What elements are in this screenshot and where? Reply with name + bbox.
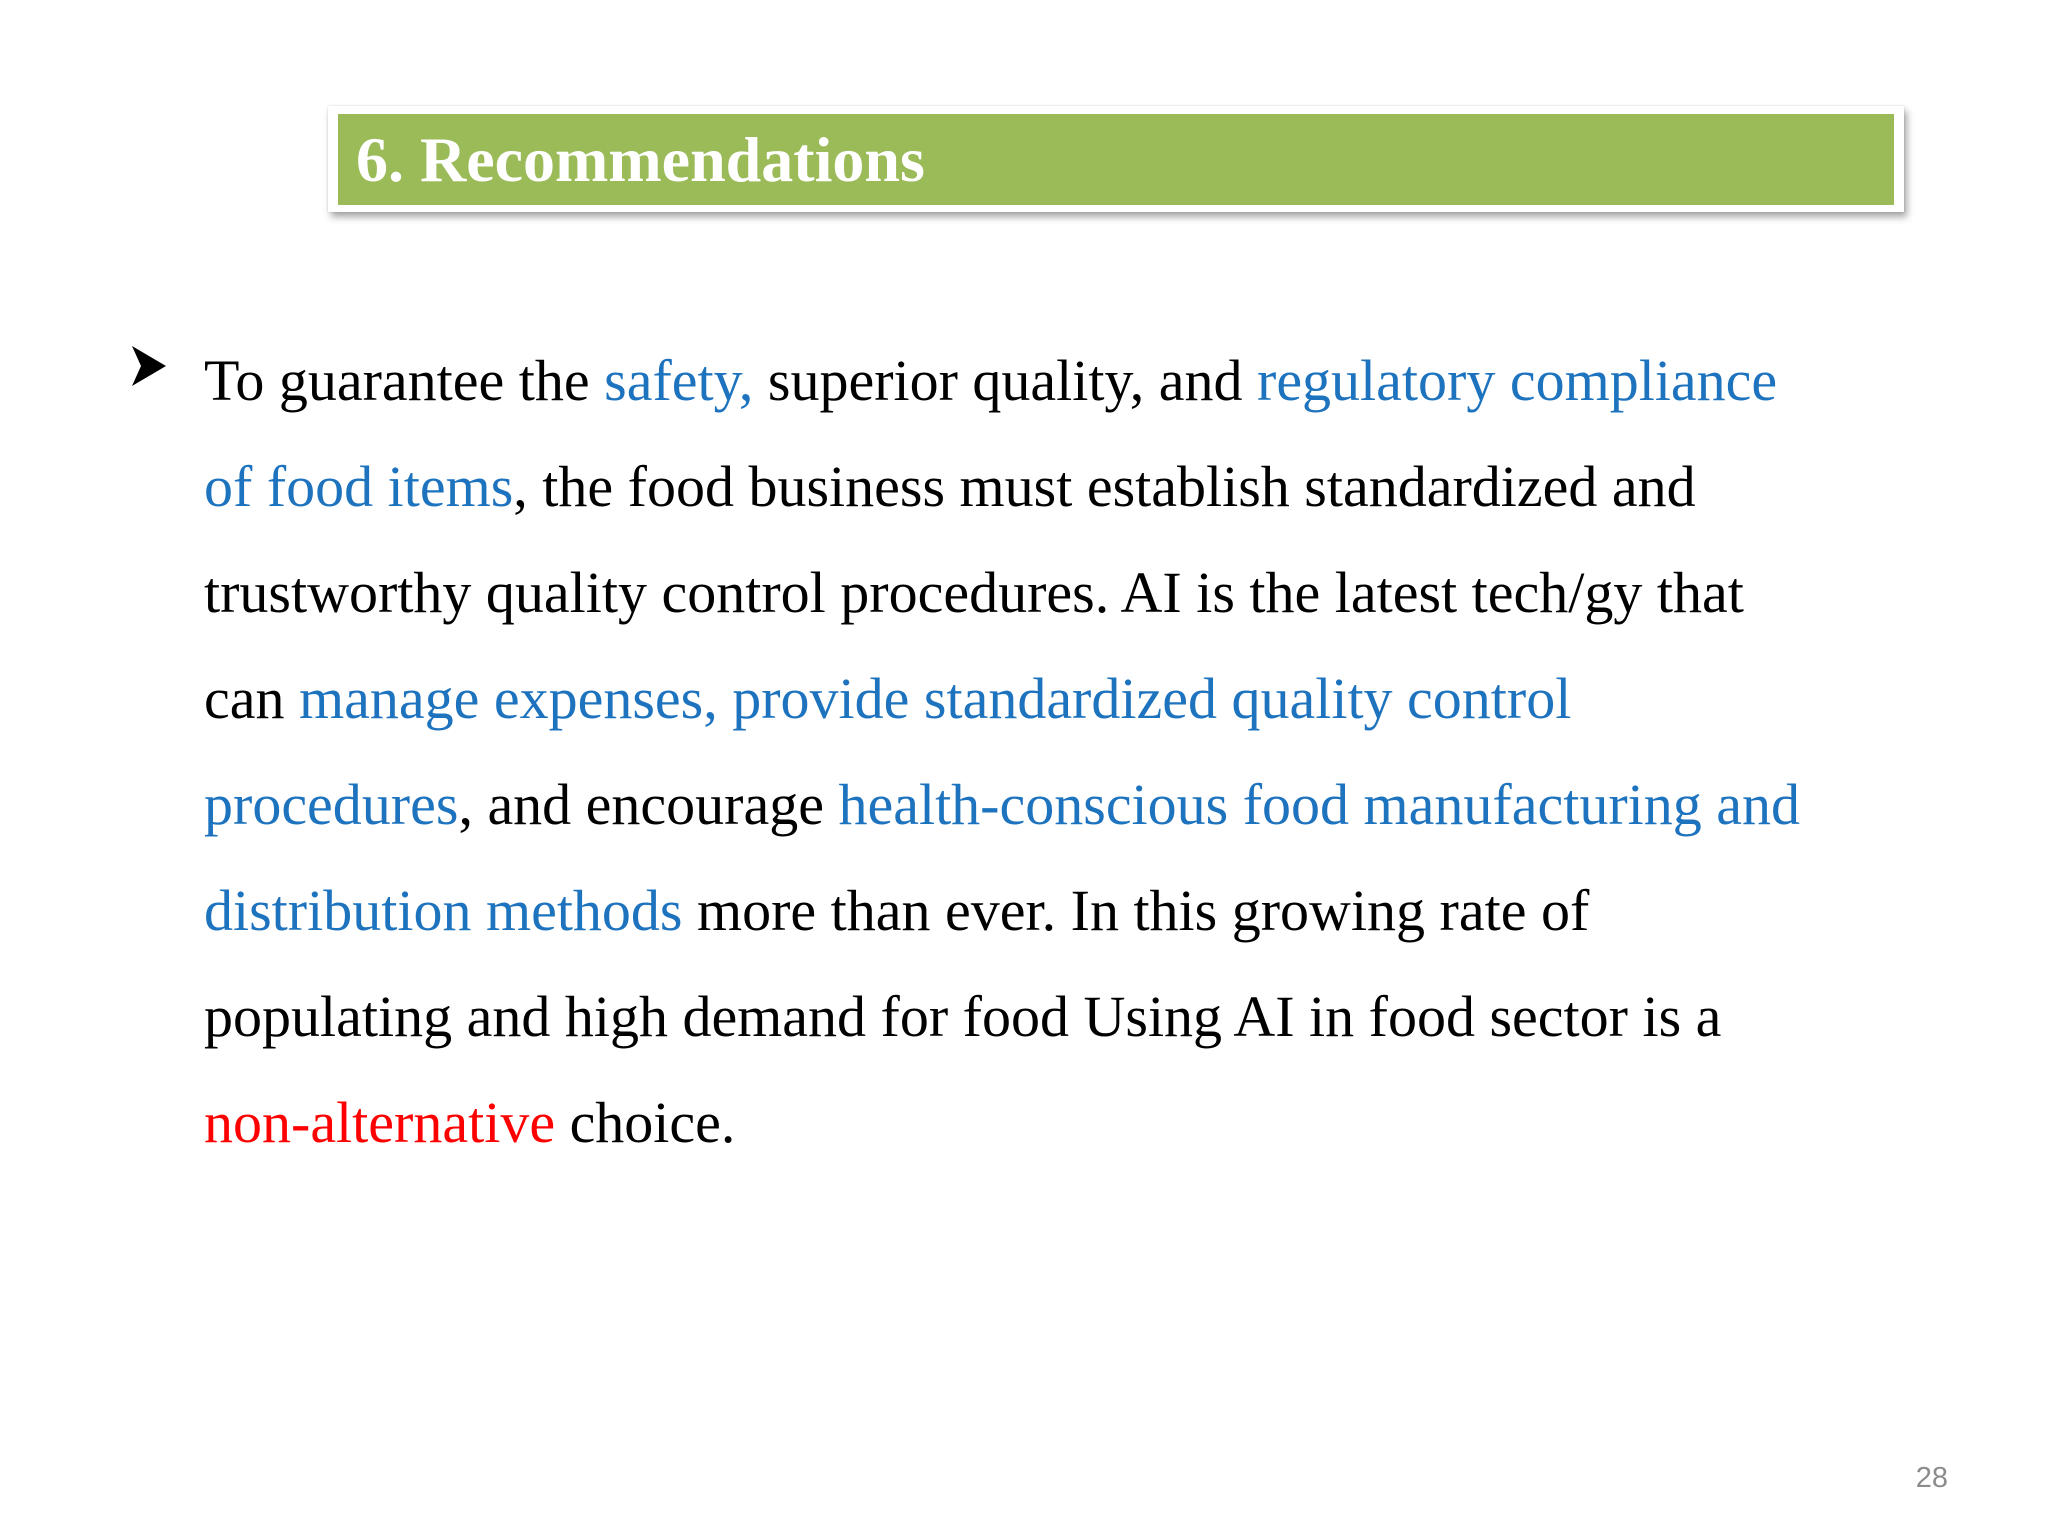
paragraph-line [204,964,1984,1070]
highlighted-text: safety, [604,348,754,413]
text-segment: superior quality, and [753,348,1257,413]
text-segment: more than ever. In this growing rate of [682,878,1590,943]
highlighted-text: distribution methods [204,878,683,943]
text-segment: trustworthy quality control procedures. AI is the latest tech/gy that [204,560,1744,625]
page-number: 28 [1915,1462,1948,1494]
arrow-bullet-icon [132,346,166,386]
highlighted-text: regulatory compliance [1257,348,1778,413]
highlighted-text: health-conscious food manufacturing and [838,772,1800,837]
paragraph-line [204,434,1984,540]
text-segment: populating and high demand for food Using AI in food sector is a [204,984,1722,1049]
slide-title: 6. Recommendations [356,123,925,195]
paragraph-line [204,1070,1984,1176]
text-segment: can [204,666,299,731]
highlighted-text: manage expenses, provide standardized quality control [299,666,1572,731]
text-segment: , and encourage [458,772,839,837]
title-bar [338,114,1894,205]
text-segment: To guarantee the [204,348,605,413]
paragraph-line [204,540,1984,646]
text-segment: , the food business must establish standardized and [513,454,1696,519]
highlighted-text: procedures [204,772,459,837]
highlighted-text: of food items [204,454,514,519]
paragraph-line [204,752,1984,858]
paragraph-line [204,646,1984,752]
bullet-paragraph [204,328,1984,1176]
paragraph-line [204,858,1984,964]
text-segment: choice. [555,1090,736,1155]
emphasis-text: non-alternative [204,1090,556,1155]
paragraph-line [204,328,1984,434]
